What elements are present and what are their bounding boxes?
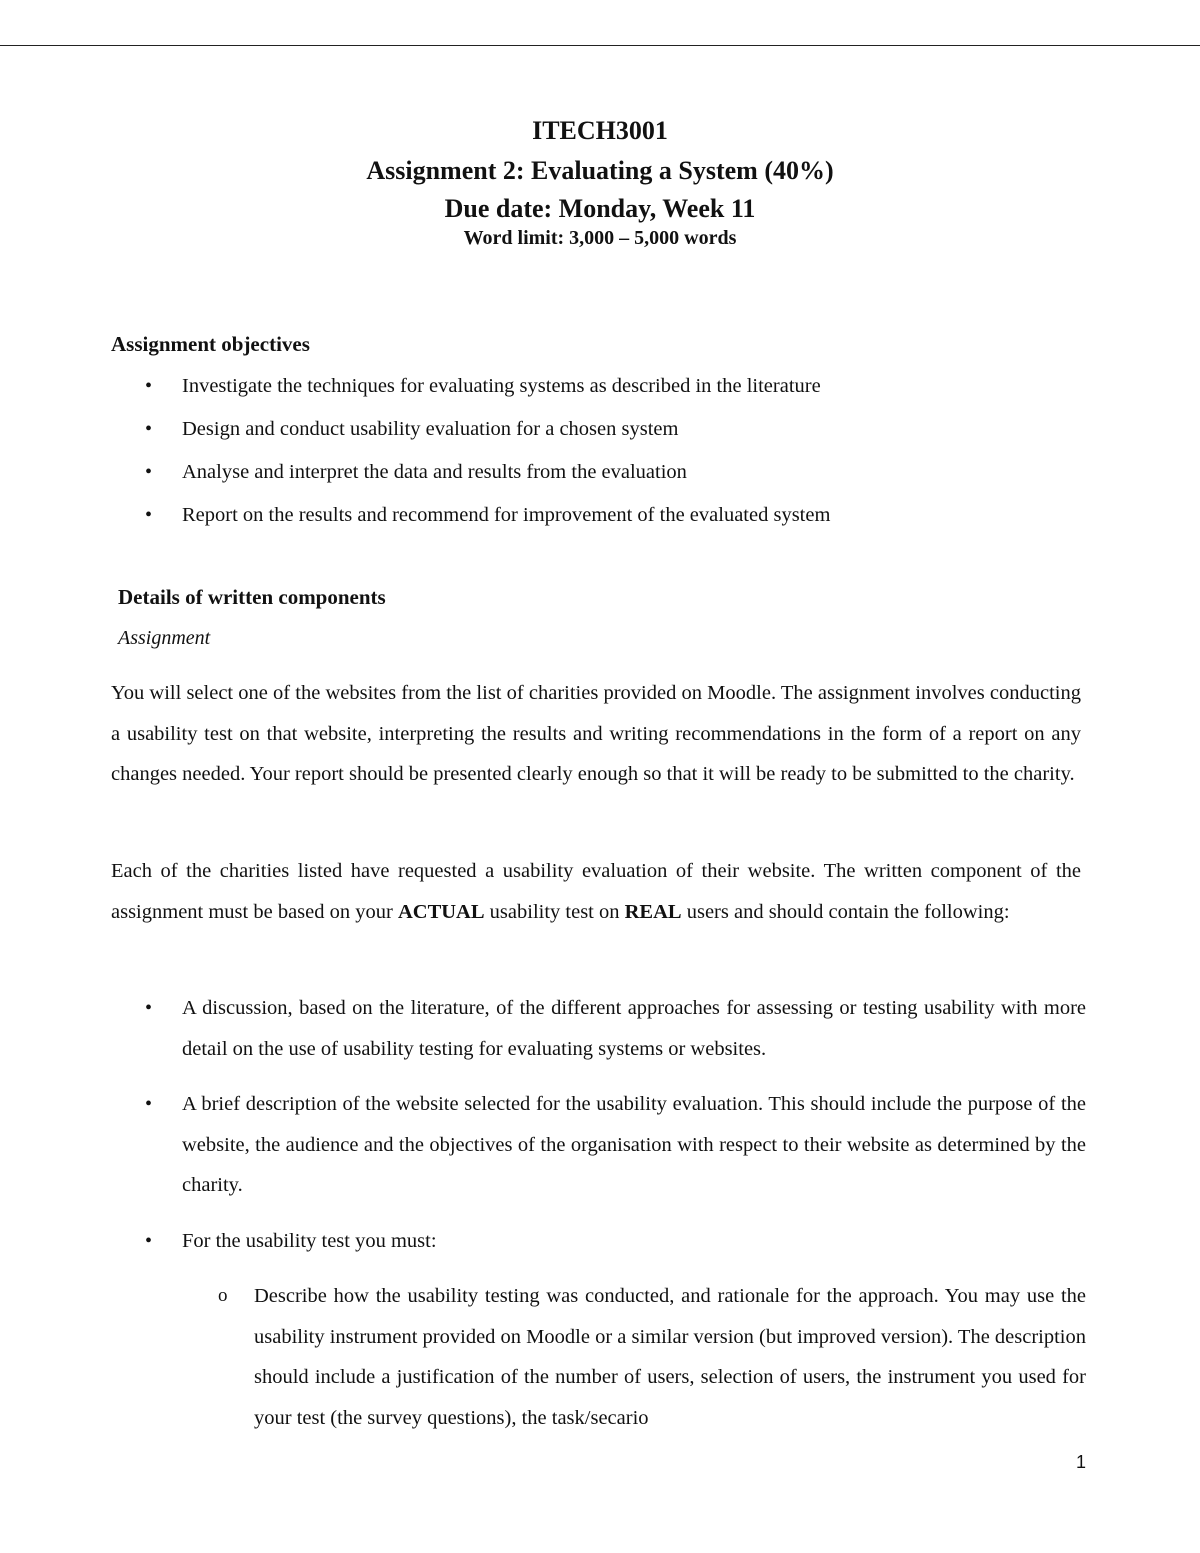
paragraph-text: usability test on — [484, 900, 625, 923]
list-item — [111, 499, 1011, 542]
list-item — [111, 456, 1011, 499]
bullet-icon: • — [145, 375, 153, 397]
course-code: ITECH3001 — [532, 116, 668, 145]
page-number: 1 — [1075, 1452, 1086, 1472]
paragraph-text: users and should contain the following: — [681, 900, 1010, 923]
list-item — [111, 370, 1011, 413]
components-list — [111, 988, 1086, 1453]
list-item — [111, 1221, 1086, 1439]
header-rule — [0, 45, 1200, 46]
objectives-heading: Assignment objectives — [111, 332, 310, 356]
objective-text: Design and conduct usability evaluation for a chosen system — [182, 418, 679, 440]
list-item — [111, 988, 1086, 1069]
circle-bullet-icon: o — [218, 1285, 228, 1306]
word-limit: Word limit: 3,000 – 5,000 words — [463, 227, 737, 249]
list-item — [182, 1276, 1086, 1438]
intro-paragraph: You will select one of the websites from the list of charities provided on Moodle. The assignment involves conducting a usability test on that website, interpreting the results and writing recommendations in the form of a report on any changes needed. Your report should be presented clearly enough so that it will be ready to be submitted to the charity. — [111, 682, 1081, 785]
assignment-title: Assignment 2: Evaluating a System (40%) — [366, 156, 834, 185]
bullet-icon: • — [145, 1229, 153, 1252]
objective-text: Report on the results and recommend for improvement of the evaluated system — [182, 504, 831, 526]
component-text: A brief description of the website selected for the usability evaluation. This should include the purpose of the website, the audience and the objectives of the organisation with respect to their website as determined by the charity. — [182, 1093, 1086, 1196]
objective-text: Investigate the techniques for evaluating systems as described in the literature — [182, 375, 821, 397]
details-heading: Details of written components — [118, 585, 386, 609]
usability-test-sublist — [182, 1276, 1086, 1438]
emphasis-actual: ACTUAL — [397, 900, 485, 923]
component-text: For the usability test you must: — [182, 1229, 437, 1252]
due-date: Due date: Monday, Week 11 — [444, 194, 756, 223]
bullet-icon: • — [145, 997, 153, 1019]
list-item — [111, 413, 1011, 456]
requirements-paragraph — [111, 851, 1081, 932]
objectives-list — [111, 370, 1011, 542]
bullet-icon: • — [145, 504, 153, 526]
objective-text: Analyse and interpret the data and results from the evaluation — [182, 461, 687, 483]
sub-item-text: Describe how the usability testing was conducted, and rationale for the approach. You may use the usability instrument provided on Moodle or a similar version (but improved version). The description should include a justification of the number of users, selection of users, the instrument you used for your test (the survey questions), the task/secario — [254, 1285, 1087, 1429]
list-item — [111, 1084, 1086, 1206]
bullet-icon: • — [145, 461, 153, 483]
paragraph-text: Each of the charities listed have requested a usability evaluation of their website. The written component of the assignment must be based on your — [111, 860, 1081, 923]
bullet-icon: • — [145, 1093, 153, 1115]
bullet-icon: • — [145, 418, 153, 440]
component-text: A discussion, based on the literature, of the different approaches for assessing or testing usability with more detail on the use of usability testing for evaluating systems or websites. — [182, 997, 1086, 1060]
emphasis-real: REAL — [624, 900, 682, 923]
assignment-subheading: Assignment — [118, 627, 211, 649]
